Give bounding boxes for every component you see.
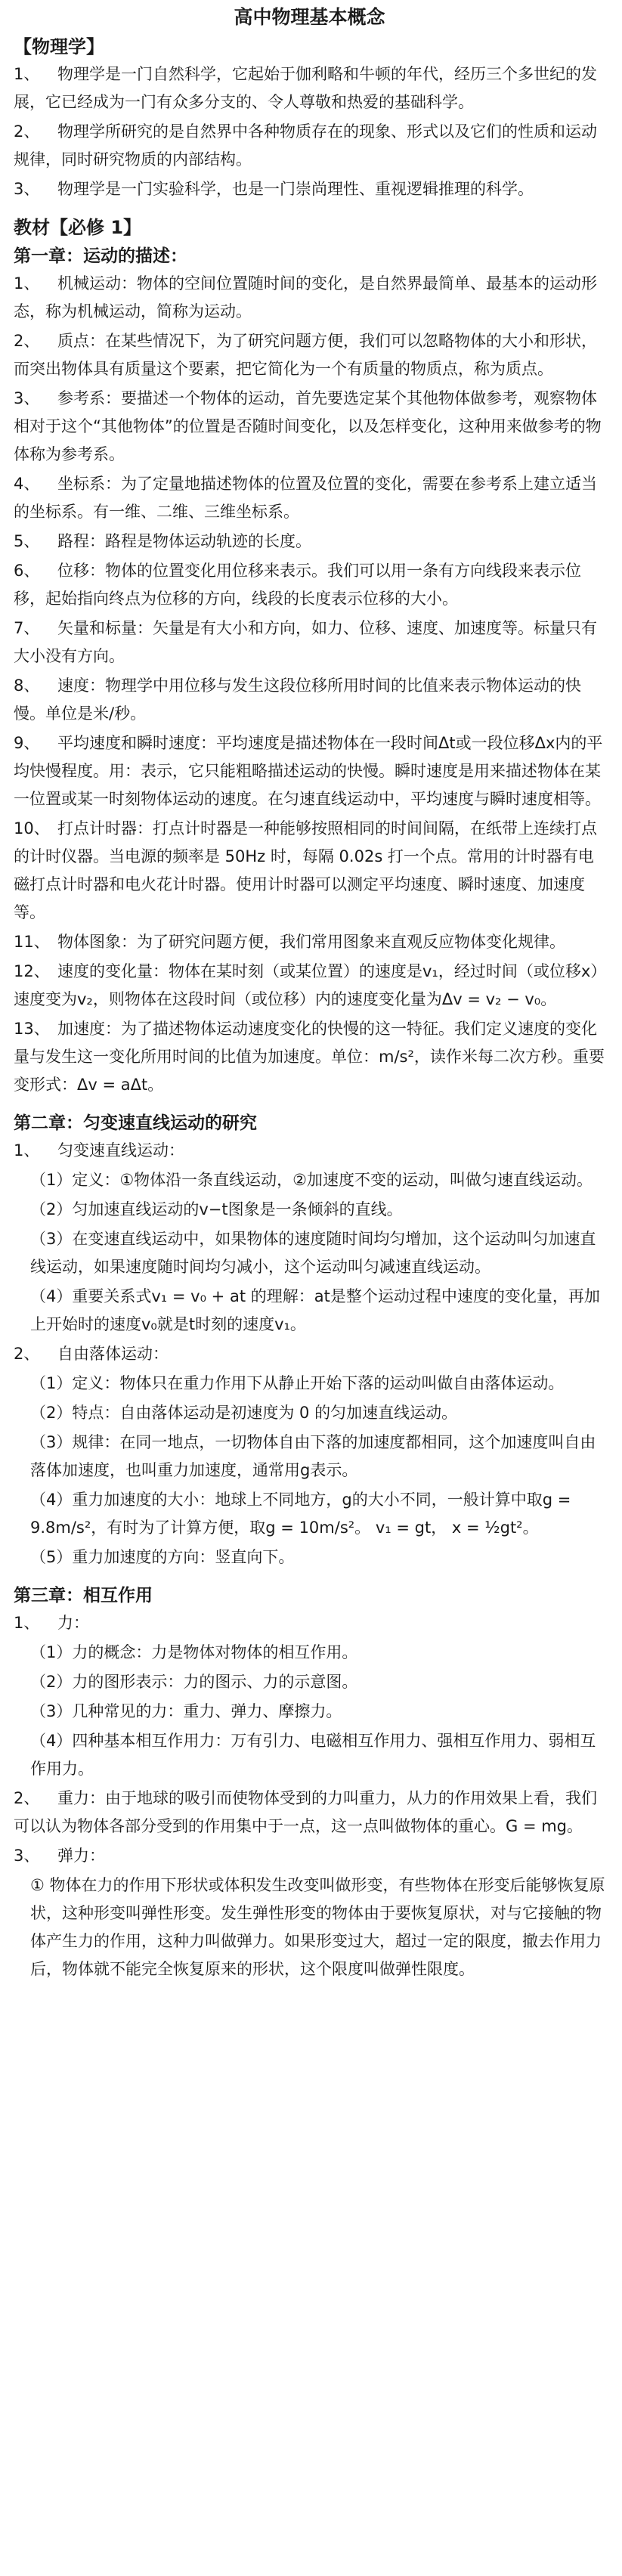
paragraph-text: （4）重要关系式v₁ = v₀ + at 的理解：at是整个运动过程中速度的变化量，再加上开始时的速度v₀就是t时刻的速度v₁。	[30, 1287, 600, 1333]
paragraph-text: （1）力的概念：力是物体对物体的相互作用。	[30, 1643, 358, 1661]
paragraph-text: 物理学是一门实验科学，也是一门崇尚理性、重视逻辑推理的科学。	[57, 180, 534, 198]
section-gap	[14, 1099, 605, 1107]
paragraph	[14, 1543, 605, 1571]
paragraph	[14, 1785, 605, 1841]
paragraph-text: 质点：在某些情况下，为了研究问题方便，我们可以忽略物体的大小和形状，而突出物体具有质量这个要素，把它简化为一个有质量的物质点，称为质点。	[14, 332, 597, 378]
paragraph-text: （1）定义：①物体沿一条直线运动，②加速度不变的运动，叫做匀速直线运动。	[30, 1171, 593, 1189]
paragraph-text: （2）匀加速直线运动的v−t图象是一条倾斜的直线。	[30, 1200, 403, 1218]
paragraph	[14, 1137, 605, 1165]
paragraph-number: 7、	[14, 619, 40, 637]
paragraph-number: 3、	[14, 1847, 40, 1865]
paragraph	[14, 1698, 605, 1726]
document-content	[14, 35, 605, 1983]
paragraph	[14, 672, 605, 728]
paragraph-number: 1、	[14, 1614, 40, 1632]
paragraph	[14, 1015, 605, 1099]
paragraph-text: ① 物体在力的作用下形状或体积发生改变叫做形变，有些物体在形变后能够恢复原状，这种形变叫弹性形变。发生弹性形变的物体由于要恢复原状，对与它接触的物体产生力的作用，这种力叫做弹力。如果形变过大，超过一定的限度，撤去作用力后，物体就不能完全恢复原来的形状，这个限度叫做弹性限度。	[30, 1876, 605, 1978]
paragraph-text: 物理学所研究的是自然界中各种物质存在的现象、形式以及它们的性质和运动规律，同时研究物质的内部结构。	[14, 122, 597, 169]
section-gap	[14, 1571, 605, 1579]
paragraph-number: 9、	[14, 734, 40, 752]
paragraph-text: 重力：由于地球的吸引而使物体受到的力叫重力，从力的作用效果上看，我们可以认为物体各部分受到的作用集中于一点，这一点叫做物体的重心。G = mg。	[14, 1789, 597, 1835]
paragraph	[14, 729, 605, 813]
section-heading: 【物理学】	[14, 36, 104, 57]
paragraph	[14, 1429, 605, 1485]
paragraph-text: （3）几种常见的力：重力、弹力、摩擦力。	[30, 1702, 342, 1720]
paragraph-number: 2、	[14, 122, 40, 141]
paragraph	[14, 528, 605, 556]
paragraph-number: 4、	[14, 475, 40, 493]
paragraph	[14, 1283, 605, 1339]
paragraph	[14, 1340, 605, 1368]
paragraph	[14, 615, 605, 670]
paragraph-number: 8、	[14, 677, 40, 695]
paragraph-text: （4）重力加速度的大小：地球上不同地方，g的大小不同，一般计算中取g = 9.8m/s²，有时为了计算方便，取g = 10m/s²。 v₁ = gt， x = ½gt²。	[30, 1491, 571, 1537]
paragraph	[14, 1166, 605, 1194]
paragraph-text: 打点计时器：打点计时器是一种能够按照相同的时间间隔，在纸带上连续打点的计时仪器。当电源的频率是 50Hz 时，每隔 0.02s 打一个点。常用的计时器有电磁打点计时器和电火花计时器。使用计时器可以测定平均速度、瞬时速度、加速度等。	[14, 819, 597, 921]
paragraph-number: 3、	[14, 180, 40, 198]
paragraph	[14, 1486, 605, 1542]
paragraph-number: 1、	[14, 1141, 40, 1160]
paragraph-text: （3）在变速直线运动中，如果物体的速度随时间均匀增加，这个运动叫匀加速直线运动，如果速度随时间均匀减小，这个运动叫匀减速直线运动。	[30, 1230, 596, 1276]
paragraph	[14, 1196, 605, 1224]
page-title: 高中物理基本概念	[234, 6, 385, 28]
paragraph-number: 3、	[14, 389, 40, 407]
paragraph-text: （3）规律：在同一地点，一切物体自由下落的加速度都相同，这个加速度叫自由落体加速度，也叫重力加速度，通常用g表示。	[30, 1433, 596, 1479]
paragraph	[14, 557, 605, 613]
paragraph-text: 力：	[57, 1614, 89, 1632]
paragraph-text: 物理学是一门自然科学，它起始于伽利略和牛顿的年代，经历三个多世纪的发展，它已经成为一门有众多分支的、令人尊敬和热爱的基础科学。	[14, 65, 597, 111]
paragraph	[14, 327, 605, 383]
paragraph-number: 12、	[14, 962, 50, 980]
paragraph	[14, 175, 605, 203]
paragraph	[14, 385, 605, 469]
paragraph-number: 13、	[14, 1020, 50, 1038]
paragraph-text: （4）四种基本相互作用力：万有引力、电磁相互作用力、强相互作用力、弱相互作用力。	[30, 1732, 596, 1778]
paragraph	[14, 470, 605, 526]
paragraph	[14, 928, 605, 956]
paragraph-text: （5）重力加速度的方向：竖直向下。	[30, 1548, 295, 1566]
paragraph-text: 坐标系：为了定量地描述物体的位置及位置的变化，需要在参考系上建立适当的坐标系。有一维、二维、三维坐标系。	[14, 475, 597, 521]
paragraph	[14, 270, 605, 326]
paragraph	[14, 1668, 605, 1696]
paragraph-number: 5、	[14, 532, 40, 550]
paragraph-text: 弹力：	[57, 1847, 105, 1865]
paragraph-number: 11、	[14, 933, 50, 951]
paragraph	[14, 1727, 605, 1783]
paragraph-text: 位移：物体的位置变化用位移来表示。我们可以用一条有方向线段来表示位移，起始指向终点为位移的方向，线段的长度表示位移的大小。	[14, 562, 581, 608]
paragraph-text: 加速度：为了描述物体运动速度变化的快慢的这一特征。我们定义速度的变化量与发生这一变化所用时间的比值为加速度。单位：m/s²，读作米每二次方秒。重要变形式：Δv = aΔt。	[14, 1020, 605, 1094]
paragraph-number: 2、	[14, 1345, 40, 1363]
section-heading: 第一章：运动的描述：	[14, 246, 187, 266]
section-heading: 教材【必修 1】	[14, 217, 142, 238]
paragraph-number: 1、	[14, 274, 40, 293]
paragraph-text: 物体图象：为了研究问题方便，我们常用图象来直观反应物体变化规律。	[57, 933, 565, 951]
paragraph-text: 参考系：要描述一个物体的运动，首先要选定某个其他物体做参考，观察物体相对于这个“其他物体”的位置是否随时间变化，以及怎样变化，这种用来做参考的物体称为参考系。	[14, 389, 602, 463]
section-heading: 第二章：匀变速直线运动的研究	[14, 1113, 257, 1133]
paragraph	[14, 1639, 605, 1667]
paragraph-text: （2）力的图形表示：力的图示、力的示意图。	[30, 1673, 358, 1691]
paragraph-text: 机械运动：物体的空间位置随时间的变化，是自然界最简单、最基本的运动形态，称为机械运动，简称为运动。	[14, 274, 597, 320]
paragraph-text: 路程：路程是物体运动轨迹的长度。	[57, 532, 311, 550]
paragraph-text: 平均速度和瞬时速度：平均速度是描述物体在一段时间Δt或一段位移Δx内的平均快慢程度。用：表示，它只能粗略描述运动的快慢。瞬时速度是用来描述物体在某一位置或某一时刻物体运动的速度。在匀速直线运动中，平均速度与瞬时速度相等。	[14, 734, 603, 808]
paragraph-number: 10、	[14, 819, 50, 838]
paragraph	[14, 1399, 605, 1427]
paragraph-number: 1、	[14, 65, 40, 83]
paragraph	[14, 60, 605, 116]
paragraph	[14, 1609, 605, 1637]
section-gap	[14, 203, 605, 211]
paragraph-text: 自由落体运动：	[57, 1345, 169, 1363]
section-heading: 第三章：相互作用	[14, 1586, 153, 1605]
paragraph	[14, 1842, 605, 1870]
paragraph	[14, 958, 605, 1014]
paragraph-number: 2、	[14, 332, 40, 350]
paragraph	[14, 1872, 605, 1983]
paragraph-text: （1）定义：物体只在重力作用下从静止开始下落的运动叫做自由落体运动。	[30, 1374, 565, 1392]
paragraph-number: 6、	[14, 562, 40, 580]
paragraph-text: 矢量和标量：矢量是有大小和方向，如力、位移、速度、加速度等。标量只有大小没有方向。	[14, 619, 597, 665]
paragraph-number: 2、	[14, 1789, 40, 1807]
paragraph	[14, 1370, 605, 1398]
paragraph	[14, 118, 605, 174]
paragraph-text: 速度：物理学中用位移与发生这段位移所用时间的比值来表示物体运动的快慢。单位是米/秒。	[14, 677, 581, 723]
paragraph-text: （2）特点：自由落体运动是初速度为 0 的匀加速直线运动。	[30, 1404, 458, 1422]
paragraph-text: 匀变速直线运动：	[57, 1141, 184, 1160]
paragraph	[14, 1225, 605, 1281]
paragraph-text: 速度的变化量：物体在某时刻（或某位置）的速度是v₁，经过时间（或位移x）速度变为v₂，则物体在这段时间（或位移）内的速度变化量为Δv = v₂ − v₀。	[14, 962, 599, 1008]
paragraph	[14, 815, 605, 927]
